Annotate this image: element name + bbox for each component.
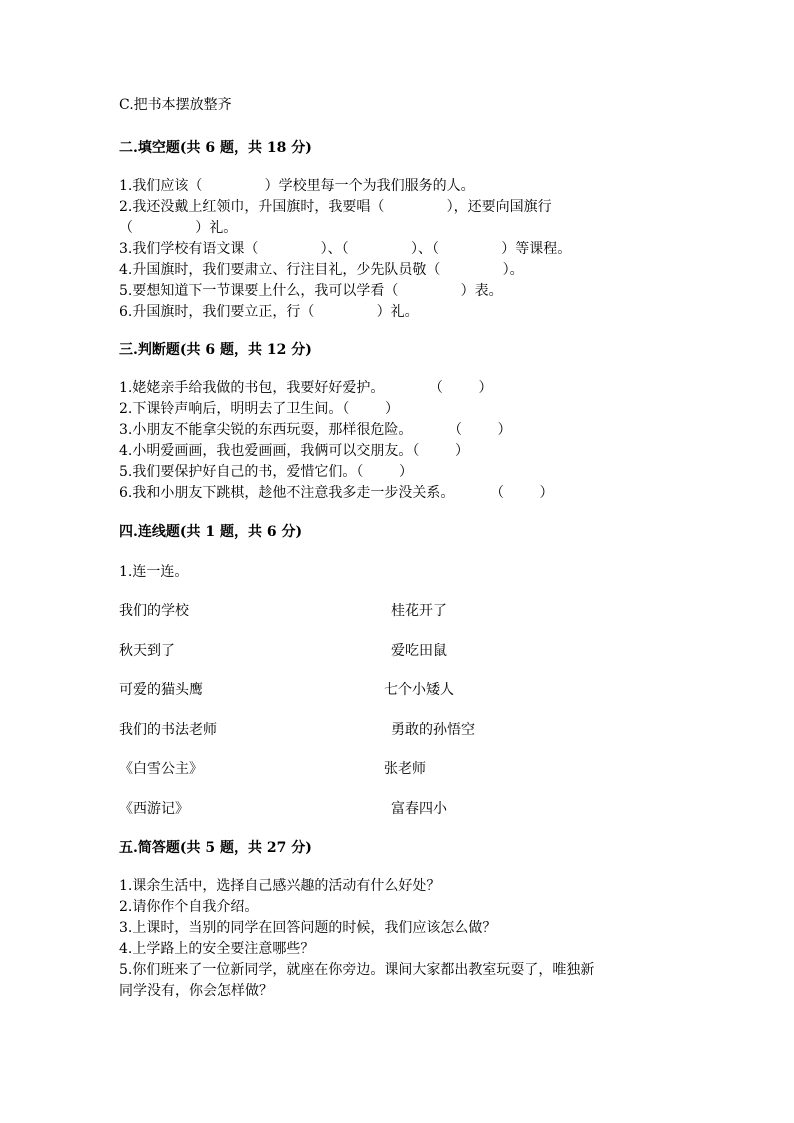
match-left-3: 可爱的猫头鹰 xyxy=(119,682,203,698)
match-right-2: 爱吃田鼠 xyxy=(391,643,447,659)
fill-item-4: 4.升国旗时，我们要肃立、行注目礼，少先队员敬（ ）。 xyxy=(119,262,524,278)
match-prompt: 1.连一连。 xyxy=(119,564,189,580)
section-5-heading: 五.简答题(共 5 题，共 27 分) xyxy=(119,840,312,856)
match-right-4: 勇敢的孙悟空 xyxy=(391,722,475,738)
section-2-heading: 二.填空题(共 6 题，共 18 分) xyxy=(119,140,312,156)
short-item-3: 3.上课时，当别的同学在回答问题的时候，我们应该怎么做？ xyxy=(119,920,497,936)
fill-item-2-cont: （ ）礼。 xyxy=(119,220,238,236)
short-item-1: 1.课余生活中，选择自己感兴趣的活动有什么好处？ xyxy=(119,878,441,894)
fill-item-2: 2.我还没戴上红领巾，升国旗时，我要唱（ ），还要向国旗行 xyxy=(119,199,552,215)
judge-item-2: 2.下课铃声响后，明明去了卫生间。（ ） xyxy=(119,401,399,417)
match-right-5: 张老师 xyxy=(384,761,426,777)
judge-item-4: 4.小明爱画画，我也爱画画，我俩可以交朋友。（ ） xyxy=(119,443,469,459)
fill-item-3: 3.我们学校有语文课（ ）、（ ）、（ ）等课程。 xyxy=(119,241,572,257)
short-item-4: 4.上学路上的安全要注意哪些？ xyxy=(119,941,315,957)
judge-item-5: 5.我们要保护好自己的书，爱惜它们。（ ） xyxy=(119,464,413,480)
short-item-2: 2.请你作个自我介绍。 xyxy=(119,899,259,915)
match-right-1: 桂花开了 xyxy=(391,603,447,619)
fill-item-6: 6.升国旗时，我们要立正，行（ ）礼。 xyxy=(119,304,419,320)
match-left-1: 我们的学校 xyxy=(119,603,189,619)
section-4-heading: 四.连线题(共 1 题，共 6 分) xyxy=(119,524,303,540)
judge-item-1: 1.姥姥亲手给我做的书包，我要好好爱护。 （ ） xyxy=(119,380,493,396)
match-right-6: 富春四小 xyxy=(391,801,447,817)
judge-item-3: 3.小朋友不能拿尖锐的东西玩耍，那样很危险。 （ ） xyxy=(119,422,512,438)
fill-item-1: 1.我们应该（ ）学校里每一个为我们服务的人。 xyxy=(119,178,475,194)
match-left-6: 《西游记》 xyxy=(119,801,189,817)
match-left-4: 我们的书法老师 xyxy=(119,722,217,738)
match-left-5: 《白雪公主》 xyxy=(119,761,203,777)
match-right-3: 七个小矮人 xyxy=(384,682,454,698)
option-c: C.把书本摆放整齐 xyxy=(119,97,232,113)
section-3-heading: 三.判断题(共 6 题，共 12 分) xyxy=(119,342,312,358)
short-item-5-cont: 同学没有，你会怎样做？ xyxy=(119,983,273,999)
match-left-2: 秋天到了 xyxy=(119,643,175,659)
fill-item-5: 5.要想知道下一节课要上什么，我可以学看（ ）表。 xyxy=(119,283,503,299)
short-item-5: 5.你们班来了一位新同学，就座在你旁边。课间大家都出教室玩耍了，唯独新 xyxy=(119,962,595,978)
judge-item-6: 6.我和小朋友下跳棋，趁他不注意我多走一步没关系。 （ ） xyxy=(119,485,554,501)
